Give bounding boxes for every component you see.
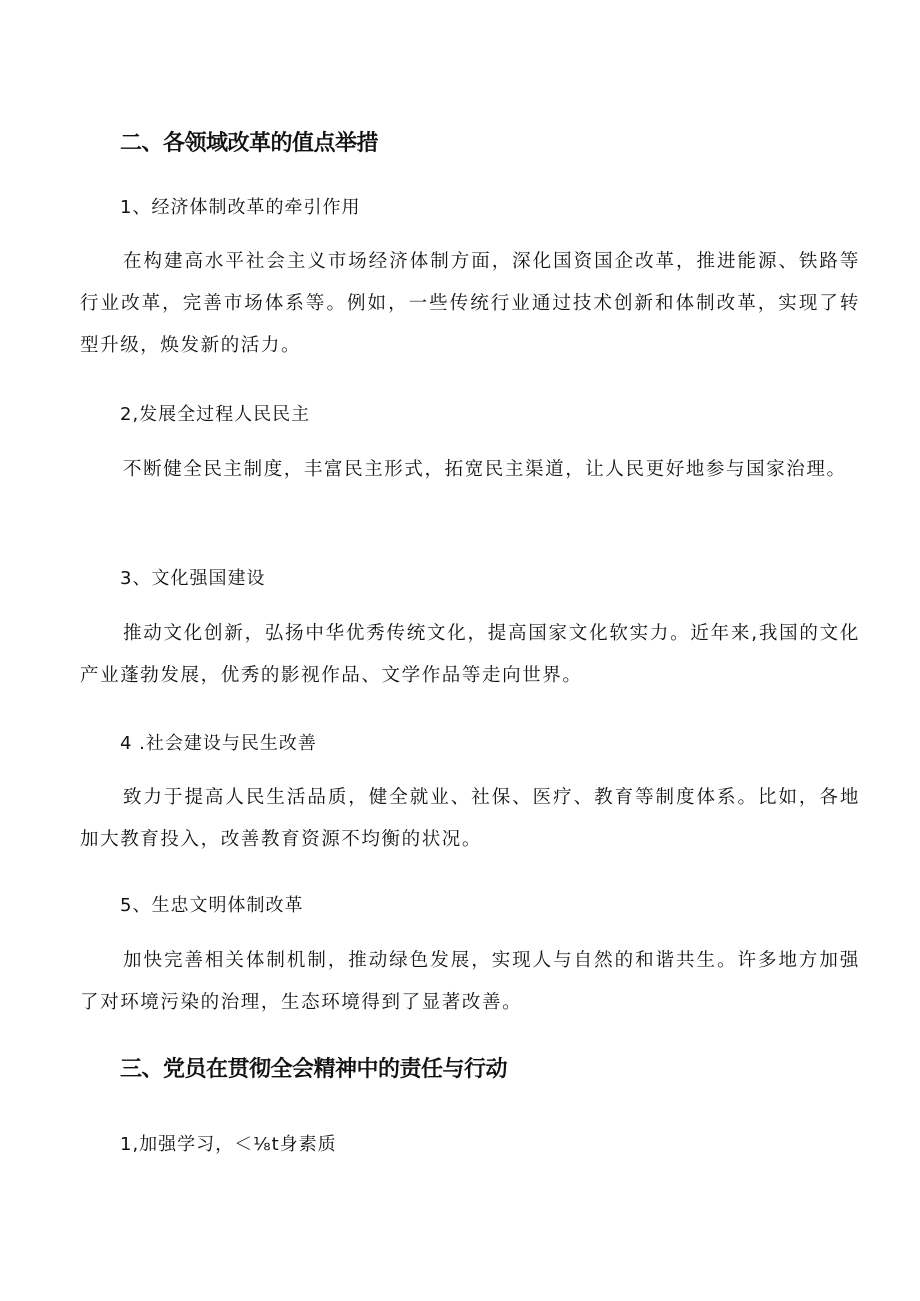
item-body-4: 致力于提高人民生活品质，健全就业、社保、医疗、教育等制度体系。比如，各地加大教育投入，改善教育资源不均衡的状况。 — [80, 787, 860, 850]
item-title-3: 3、文化强国建设 — [120, 568, 266, 589]
item-title-4: 4 .社会建设与民生改善 — [120, 733, 317, 754]
section-heading-3: 三、党员在贯彻全会精神中的责任与行动 — [120, 1057, 508, 1082]
item-body-5: 加快完善相关体制机制，推动绿色发展，实现人与自然的和谐共生。许多地方加强了对环境污染的治理，生态环境得到了显著改善。 — [80, 950, 860, 1013]
section-heading-2: 二、各领域改革的值点举措 — [120, 131, 379, 156]
item-title-1: 1、经济体制改革的牵引作用 — [120, 197, 361, 218]
item-body-3: 推动文化创新，弘扬中华优秀传统文化，提高国家文化软实力。近年来,我国的文化产业蓬勃发展，优秀的影视作品、文学作品等走向世界。 — [80, 623, 860, 686]
item-body-2: 不断健全民主制度，丰富民主形式，拓宽民主渠道，让人民更好地参与国家治理。 — [123, 459, 847, 480]
item-body-1: 在构建高水平社会主义市场经济体制方面，深化国资国企改革，推进能源、铁路等行业改革，完善市场体系等。例如，一些传统行业通过技术创新和体制改革，实现了转型升级，焕发新的活力。 — [80, 251, 860, 356]
item-title-5: 5、生忠文明体制改革 — [120, 895, 304, 916]
item-title-3-1: 1,加强学习，＜⅛t身素质 — [120, 1134, 337, 1155]
item-title-2: 2,发展全过程人民民主 — [120, 404, 311, 425]
